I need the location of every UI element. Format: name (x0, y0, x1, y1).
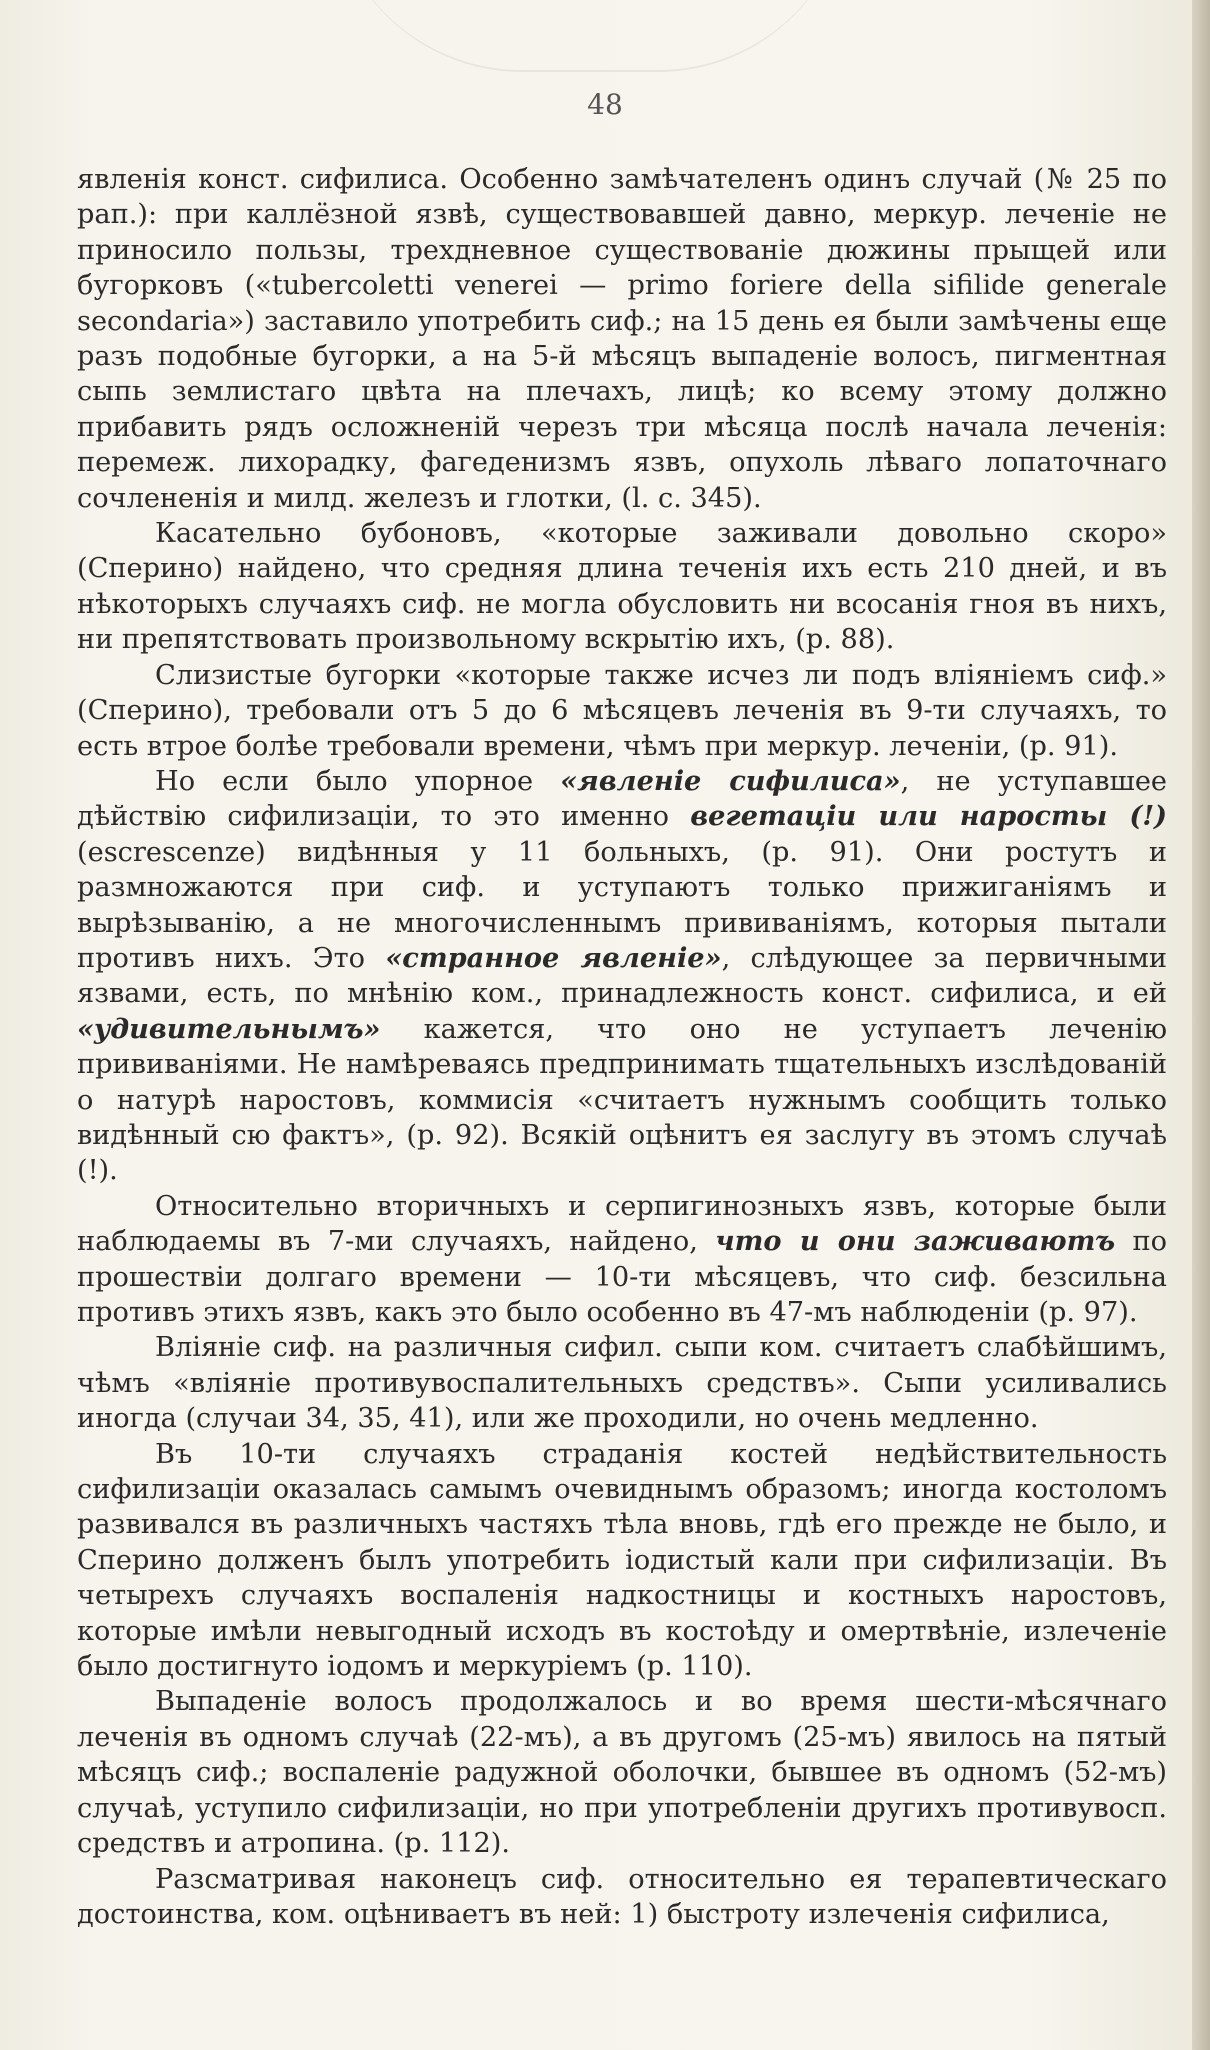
text-run: , не уступавшее дѣйствію сифилизаціи, то это именно (77, 765, 1168, 833)
paragraph (77, 1862, 1167, 1933)
paragraph (77, 658, 1167, 764)
text-run: Слизистые бугорки «которые также исчез ли подъ вліяніемъ сиф.» (Сперино), требовали отъ 5 до 6 мѣсяцевъ леченія въ 9-ти случаяхъ, то есть втрое болѣе требовали времени, чѣмъ при меркур. леченіи, (р. 91). (77, 659, 1167, 762)
text-run: Выпаденіе волосъ продолжалось и во время шести-мѣсячнаго леченія въ одномъ случаѣ (22-мъ), а въ другомъ (25-мъ) явилось на пятый мѣсяцъ сиф.; воспаленіе радужной оболочки, бывшее въ одномъ (52-мъ) случаѣ, уступило сифилизаціи, но при употребленіи другихъ противувосп. средствъ и атропина. (р. 112). (77, 1686, 1167, 1860)
emphasized-text: вегетаціи или наросты (!) (690, 800, 1167, 833)
page-gutter-shadow (1192, 0, 1210, 2050)
text-run: Касательно бубоновъ, «которые заживали довольно скоро» (Сперино) найдено, что средняя длина теченія ихъ есть 210 дней, и въ нѣкоторыхъ случаяхъ сиф. не могла обусловить ни всосанія гноя въ нихъ, ни препятствовать произвольному вскрытію ихъ, (р. 88). (77, 518, 1167, 656)
text-run: явленія конст. сифилиса. Особенно замѣчателенъ одинъ случай (№ 25 по рап.): при каллёзной язвѣ, существовавшей давно, меркур. леченіе не приносило пользы, трехдневное существованіе дюжины прыщей или бугорковъ («tubercoletti venerei — primo foriere della sifilide generale secondaria») заставило употребить сиф.; на 15 день ея были замѣчены еще разъ подобные бугорки, а на 5-й мѣсяцъ выпаденіе волосъ, пигментная сыпь землистаго цвѣта на плечахъ, лицѣ; ко всему этому должно прибавить рядъ осложненій черезъ три мѣсяца послѣ начала леченія: перемеж. лихорадку, фагеденизмъ язвъ, опухоль лѣваго лопаточнаго сочлененія и милд. железъ и глотки, (l. c. 345). (77, 164, 1167, 514)
emphasized-text: «удивительнымъ» (77, 1012, 381, 1045)
paragraph (77, 1330, 1167, 1436)
text-run: Относительно вторичныхъ и серпигинозныхъ язвъ, которые были наблюдаемы въ 7-ми случаяхъ, найдено, (77, 1190, 1167, 1258)
emphasized-text: «странное явленіе» (385, 941, 722, 974)
page-number: 48 (587, 88, 623, 121)
paragraph (77, 1189, 1167, 1331)
paragraph (77, 516, 1167, 658)
library-stamp-trace (330, 0, 850, 72)
emphasized-text: «явленіе сифилиса» (560, 764, 901, 797)
paragraph (77, 1437, 1167, 1685)
text-run: Разсматривая наконецъ сиф. относительно ея терапевтическаго достоинства, ком. оцѣниваетъ въ ней: 1) быстроту излеченія сифилиса, (77, 1863, 1167, 1930)
text-run: Вліяніе сиф. на различныя сифил. сыпи ком. считаетъ слабѣйшимъ, чѣмъ «вліяніе противувоспалительныхъ средствъ». Сыпи усиливались иногда (случаи 34, 35, 41), или же проходили, но очень медленно. (77, 1332, 1167, 1435)
emphasized-text: что и они заживаютъ (715, 1225, 1116, 1258)
paragraph (77, 162, 1167, 516)
text-run: , слѣдующее за первичными язвами, есть, по мнѣнію ком., принадлежность конст. сифилиса, и ей (77, 942, 1167, 1010)
text-run: Въ 10-ти случаяхъ страданія костей недѣйствительность сифилизаціи оказалась самымъ очевиднымъ образомъ; иногда костоломъ развивался въ различныхъ частяхъ тѣла вновь, гдѣ его прежде не было, и Сперино долженъ былъ употребить іодистый кали при сифилизаціи. Въ четырехъ случаяхъ воспаленія надкостницы и костныхъ наростовъ, которые имѣли невыгодный исходъ въ костоѣду и омертвѣніе, излеченіе было достигнуто іодомъ и меркуріемъ (р. 110). (77, 1438, 1167, 1683)
body-text (77, 162, 1167, 1932)
text-run: (escrescenze) видѣнныя у 11 больныхъ, (р. 91). Они ростутъ и размножаются при сиф. и уступаютъ только прижиганіямъ и вырѣзыванію, а не многочисленнымъ прививаніямъ, которыя пытали противъ нихъ. Это (77, 836, 1167, 974)
text-run: по прошествіи долгаго времени — 10-ти мѣсяцевъ, что сиф. безсильна противъ этихъ язвъ, какъ это было особенно въ 47-мъ наблюденіи (р. 97). (77, 1226, 1167, 1328)
text-run: Но если было упорное (155, 765, 561, 797)
paragraph (77, 764, 1167, 1189)
paragraph (77, 1684, 1167, 1861)
text-run: кажется, что оно не уступаетъ леченію прививаніями. Не намѣреваясь предпринимать тщательныхъ изслѣдованій о натурѣ наростовъ, коммисія «считаетъ нужнымъ сообщить только видѣнный сю фактъ», (р. 92). Всякій оцѣнитъ ея заслугу въ этомъ случаѣ (!). (77, 1013, 1167, 1187)
